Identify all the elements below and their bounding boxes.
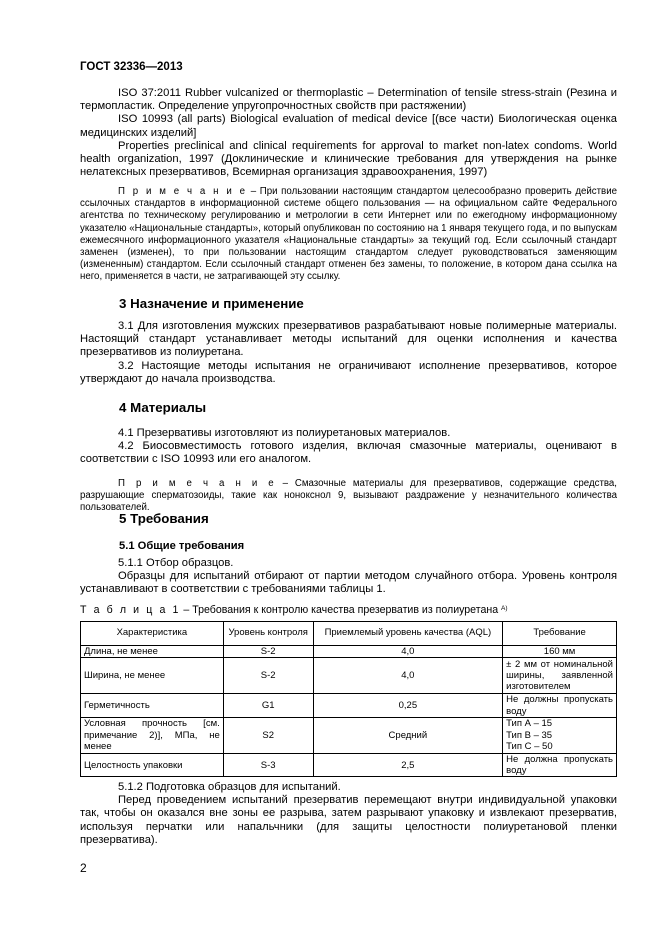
table-cell: Средний xyxy=(313,717,503,753)
table-cell: S-2 xyxy=(223,646,313,658)
table-cell: Длина, не менее xyxy=(81,646,224,658)
column-header: Уровень контроля xyxy=(223,622,313,646)
table-cell: Ширина, не менее xyxy=(81,658,224,694)
column-header: Характеристика xyxy=(81,622,224,646)
table-row xyxy=(81,646,617,658)
section-5-1-1 xyxy=(80,557,617,597)
section-3-body xyxy=(80,320,617,386)
note-text: – При пользовании настоящим стандартом целесообразно проверить действие ссылочных стандартов в информационной системе общего пользования — на официальном сайте Федерального агентства по техническому регулированию и метрологии в сети Интернет или по ежегодному информационному указателю «Национальные стандарты», который опубликован по состоянию на 1 января текущего года, и по выпускам ежемесячного информационного указателя «Национальные стандарты» за текущий год. Если ссылочный стандарт заменен (изменен), то при пользовании настоящим стандартом следует руководствоваться заменяющим (измененным) стандартом. Если ссылочный стандарт отменен без замены, то положение, в котором дана ссылка на него, применяется в части, не затрагивающей эту ссылку. xyxy=(80,186,617,283)
table-cell: S2 xyxy=(223,717,313,753)
paragraph: 3.1 Для изготовления мужских презервативов разрабатывают новые полимерные материалы. Настоящий стандарт устанавливает методы испытаний для оценки исполнения и качества презервативов из полиуретана. xyxy=(80,320,617,359)
document-header: ГОСТ 32336—2013 xyxy=(80,61,183,73)
column-header: Требование xyxy=(503,622,617,646)
references-note xyxy=(80,186,617,284)
materials-note xyxy=(80,478,617,515)
table-cell: S-3 xyxy=(223,753,313,777)
paragraph: 3.2 Настоящие методы испытания не ограничивают исполнение презервативов, которое утверждают до начала производства. xyxy=(80,359,617,385)
table-row xyxy=(81,658,617,694)
note-text: – Смазочные материалы для презервативов, содержащие средства, разрушающие сперматозоиды, такие как нонокснол 9, вызывают раздражение у незначительного количества пользователей. xyxy=(80,478,617,514)
table-caption-label: Т а б л и ц а 1 xyxy=(80,604,181,616)
table-caption-footnote: А) xyxy=(501,605,508,612)
page-number: 2 xyxy=(80,861,87,875)
subsection-5-1-title: 5.1 Общие требования xyxy=(119,540,245,552)
paragraph: 4.2 Биосовместимость готового изделия, включая смазочные материалы, оценивают в соответствии с ISO 10993 или его аналогом. xyxy=(80,440,617,466)
paragraph: 4.1 Презервативы изготовляют из полиуретановых материалов. xyxy=(118,427,451,439)
section-4-title: 4 Материалы xyxy=(119,400,207,415)
normative-references xyxy=(80,87,617,179)
table-caption xyxy=(80,604,508,618)
paragraph: Образцы для испытаний отбирают от партии методом случайного отбора. Уровень контроля устанавливают в соответствии с требованиями таблицы 1. xyxy=(80,570,617,596)
table-cell: G1 xyxy=(223,694,313,718)
section-3-title: 3 Назначение и применение xyxy=(119,296,304,311)
table-cell: Тип А – 15 Тип В – 35 Тип С – 50 xyxy=(503,717,617,753)
requirements-table xyxy=(80,621,617,777)
reference-item: ISO 37:2011 Rubber vulcanized or thermoplastic – Determination of tensile stress-strain (Резина и термопластик. Определение упругопрочностных свойств при растяжении) xyxy=(80,87,617,113)
reference-item: ISO 10993 (all parts) Biological evaluation of medical device [(все части) Биологическая оценка медицинских изделий] xyxy=(80,113,617,139)
table-cell: 0,25 xyxy=(313,694,503,718)
table-caption-text: – Требования к контролю качества презерватив из полиуретана xyxy=(180,604,499,616)
table-cell: Герметичность xyxy=(81,694,224,718)
table-cell: Не должны пропускать воду xyxy=(503,694,617,718)
paragraph: 5.1.1 Отбор образцов. xyxy=(118,557,234,569)
table-cell: ± 2 мм от номинальной ширины, заявленной изготовителем xyxy=(503,658,617,694)
table-cell: Не должна пропускать воду xyxy=(503,753,617,777)
table-cell: Целостность упаковки xyxy=(81,753,224,777)
table-header-row xyxy=(81,622,617,646)
table-cell: Условная прочность [см. примечание 2)], МПа, не менее xyxy=(81,717,224,753)
paragraph: 5.1.2 Подготовка образцов для испытаний. xyxy=(118,781,341,793)
note-label: П р и м е ч а н и е xyxy=(118,186,248,197)
section-5-1-2 xyxy=(80,781,617,847)
table-cell: 2,5 xyxy=(313,753,503,777)
column-header: Приемлемый уровень качества (AQL) xyxy=(313,622,503,646)
section-4-body xyxy=(80,427,617,467)
paragraph: Перед проведением испытаний презерватив перемещают внутри индивидуальной упаковки так, чтобы он оказался вне зоны ее разрыва, затем разрывают упаковку и извлекают презерватив, используя перчатки или напальчники (для защиты целостности полиуретановой пленки презерватива). xyxy=(80,794,617,846)
table-cell: 160 мм xyxy=(503,646,617,658)
section-5-title: 5 Требования xyxy=(119,511,209,526)
table-row xyxy=(81,717,617,753)
table-cell: S-2 xyxy=(223,658,313,694)
table-cell: 4,0 xyxy=(313,658,503,694)
table-cell: 4,0 xyxy=(313,646,503,658)
table-row xyxy=(81,753,617,777)
note-label: П р и м е ч а н и е xyxy=(118,478,276,489)
reference-item: Properties preclinical and clinical requirements for approval to market non-latex condoms. World health organization, 1997 (Доклинические и клинические требования для утверждения на рынке нелатексных презервативов, Всемирная организация здравоохранения, 1997) xyxy=(80,139,617,179)
table-row xyxy=(81,694,617,718)
